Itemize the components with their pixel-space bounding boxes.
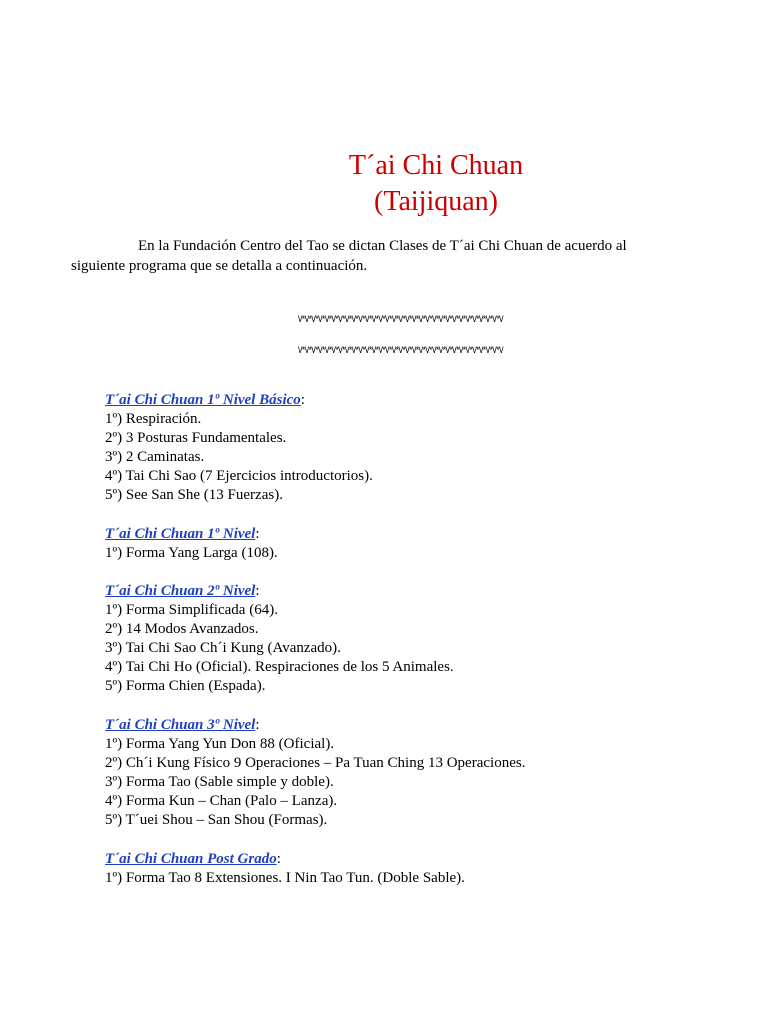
list-item: 1º) Forma Yang Larga (108). xyxy=(105,545,278,561)
section-heading-colon: : xyxy=(255,583,260,599)
section-basic-level xyxy=(105,391,725,505)
list-item: 2º) Ch´i Kung Físico 9 Operaciones – Pa Tuan Ching 13 Operaciones. xyxy=(105,755,526,771)
list-item: 1º) Respiración. xyxy=(105,411,202,427)
intro-line-1: En la Fundación Centro del Tao se dictan Clases de T´ai Chi Chuan de acuerdo al xyxy=(138,238,627,254)
section-heading xyxy=(105,582,725,601)
list-item: 4º) Tai Chi Ho (Oficial). Respiraciones de los 5 Animales. xyxy=(105,659,454,675)
list-item: 1º) Forma Tao 8 Extensiones. I Nin Tao Tun. (Doble Sable). xyxy=(105,870,465,886)
decorative-divider-1: \/*\/*\/*\/*\/*\/*\/*\/*\/*\/*\/*\/*\/*\/*\/*\/*\/*\/*\/*\/*\/*\/*\/*\/*\/*\/*\/*\/*\/*\/*\/ xyxy=(298,314,503,324)
list-item: 5º) See San She (13 Fuerzas). xyxy=(105,487,283,503)
section-heading xyxy=(105,850,725,869)
section-heading-text: T´ai Chi Chuan 3º Nivel xyxy=(105,717,256,733)
page-subtitle: (Taijiquan) xyxy=(374,186,498,217)
intro-paragraph xyxy=(71,236,733,276)
section-heading-colon: : xyxy=(255,526,260,542)
list-item: 5º) Forma Chien (Espada). xyxy=(105,678,266,694)
section-heading-text: T´ai Chi Chuan 2º Nivel xyxy=(105,583,256,599)
intro-line-2: siguiente programa que se detalla a continuación. xyxy=(71,258,368,274)
section-heading-colon: : xyxy=(300,392,305,408)
list-item: 2º) 14 Modos Avanzados. xyxy=(105,621,259,637)
section-level-3 xyxy=(105,716,725,830)
section-heading xyxy=(105,525,725,544)
section-post-grado xyxy=(105,850,725,888)
section-heading-colon: : xyxy=(276,851,281,867)
section-heading-text: T´ai Chi Chuan 1º Nivel Básico xyxy=(105,392,301,408)
list-item: 3º) Forma Tao (Sable simple y doble). xyxy=(105,774,334,790)
list-item: 4º) Forma Kun – Chan (Palo – Lanza). xyxy=(105,793,338,809)
list-item: 4º) Tai Chi Sao (7 Ejercicios introductorios). xyxy=(105,468,373,484)
section-heading xyxy=(105,391,725,410)
page-title: T´ai Chi Chuan xyxy=(348,150,524,181)
list-item: 1º) Forma Simplificada (64). xyxy=(105,602,278,618)
list-item: 1º) Forma Yang Yun Don 88 (Oficial). xyxy=(105,736,335,752)
decorative-divider-2: \/*\/*\/*\/*\/*\/*\/*\/*\/*\/*\/*\/*\/*\/*\/*\/*\/*\/*\/*\/*\/*\/*\/*\/*\/*\/*\/*\/*\/*\/*\/ xyxy=(298,345,503,355)
list-item: 3º) 2 Caminatas. xyxy=(105,449,205,465)
list-item: 3º) Tai Chi Sao Ch´i Kung (Avanzado). xyxy=(105,640,341,656)
section-heading-text: T´ai Chi Chuan Post Grado xyxy=(105,851,277,867)
list-item: 2º) 3 Posturas Fundamentales. xyxy=(105,430,287,446)
section-level-1 xyxy=(105,525,725,563)
section-heading-text: T´ai Chi Chuan 1º Nivel xyxy=(105,526,256,542)
section-heading-colon: : xyxy=(255,717,260,733)
section-level-2 xyxy=(105,582,725,696)
list-item: 5º) T´uei Shou – San Shou (Formas). xyxy=(105,812,328,828)
section-heading xyxy=(105,716,725,735)
